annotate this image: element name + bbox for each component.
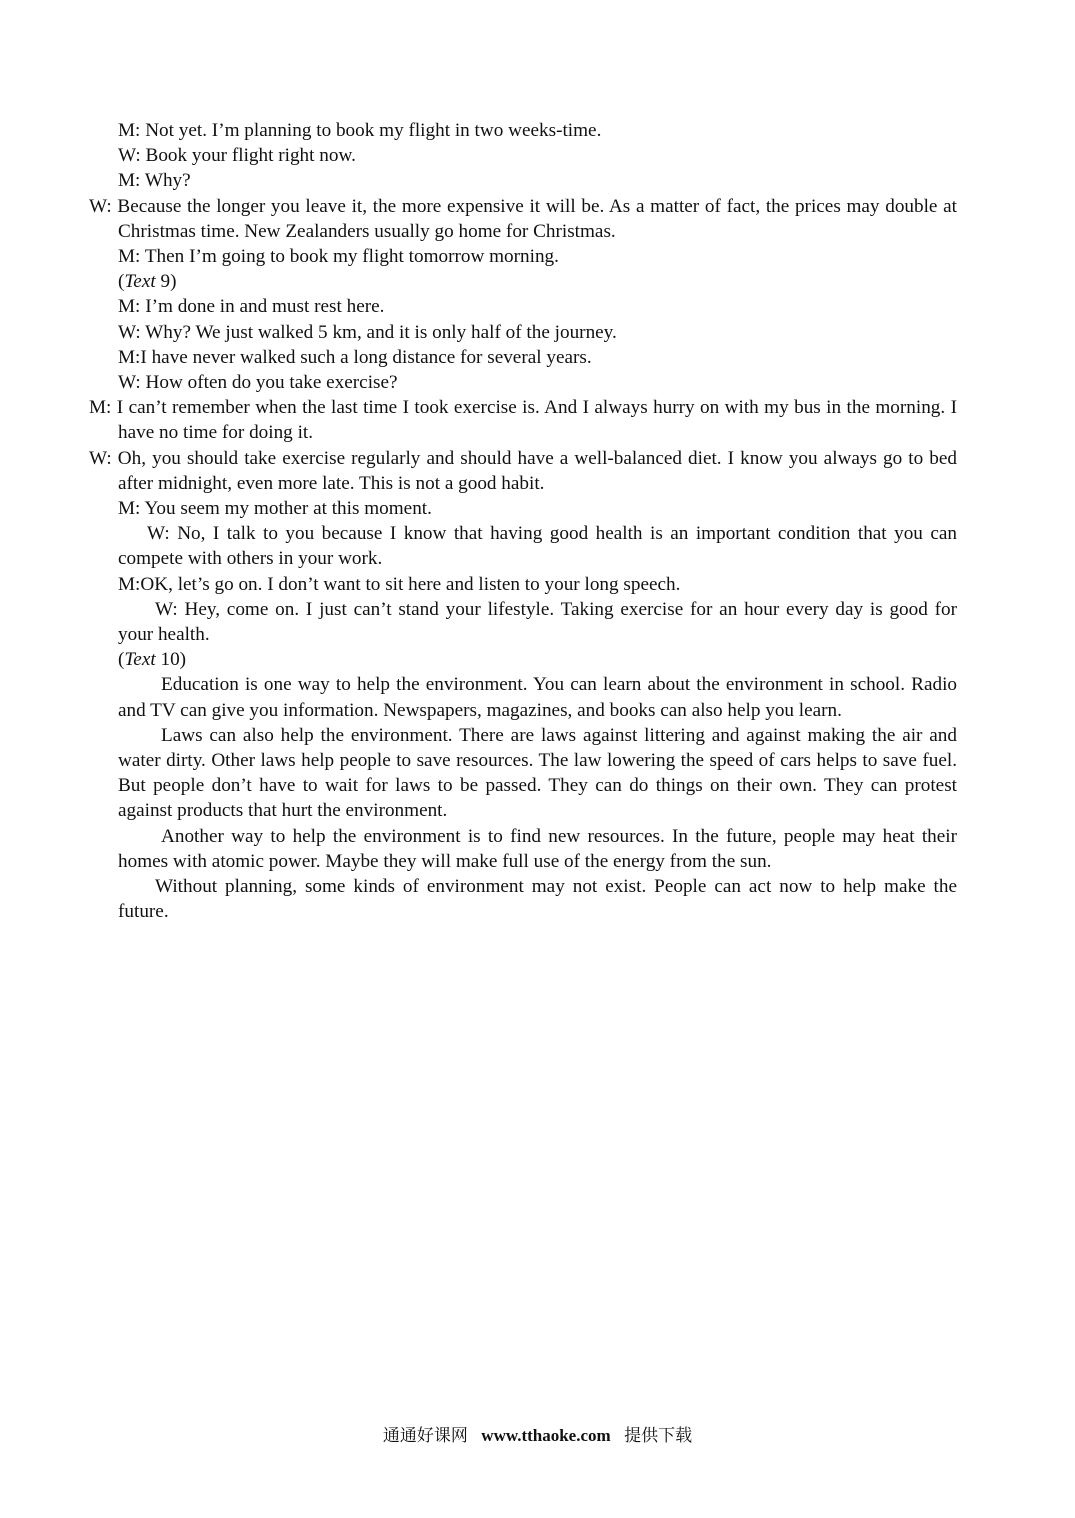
dialogue-line: W: How often do you take exercise? (118, 372, 398, 394)
section-label-number: 9) (155, 271, 177, 293)
footer-url: www.tthaoke.com (481, 1426, 611, 1445)
passage-paragraph: Laws can also help the environment. There are laws against littering and against making the air and water dirty. Other laws help people to save resources. The law lowering the speed of cars helps to save fuel. But people don’t have to wait for laws to be passed. They can do things on their own. They can protest against products that hurt the environment. (118, 724, 957, 822)
dialogue-line: W: Why? We just walked 5 km, and it is only half of the journey. (118, 321, 617, 343)
footer-site-name: 通通好课网 (382, 1426, 468, 1446)
dialogue-line: W: Hey, come on. I just can’t stand your lifestyle. Taking exercise for an hour every day is good for your health. (118, 598, 957, 646)
dialogue-line: W: Oh, you should take exercise regularly and should have a well-balanced diet. I know you always go to bed after midnight, even more late. This is not a good habit. (89, 447, 957, 494)
section-label-word: Text (124, 271, 156, 293)
section-label-word: Text (124, 649, 156, 671)
dialogue-line: M: Why? (118, 170, 191, 192)
footer-download-note: 提供下载 (624, 1426, 693, 1446)
passage-paragraph: Education is one way to help the environment. You can learn about the environment in school. Radio and TV can give you information. Newspapers, magazines, and books can also help you learn. (118, 674, 957, 721)
dialogue-line: M:I have never walked such a long distance for several years. (118, 346, 592, 368)
section-label-number: 10) (155, 649, 187, 671)
dialogue-line: M: I’m done in and must rest here. (118, 296, 385, 318)
dialogue-line: W: Because the longer you leave it, the more expensive it will be. As a matter of fact, the prices may double at Christmas time. New Zealanders usually go home for Christmas. (89, 195, 957, 242)
passage-paragraph: Another way to help the environment is to find new resources. In the future, people may heat their homes with atomic power. Maybe they will make full use of the energy from the sun. (118, 825, 957, 872)
dialogue-line: M: Not yet. I’m planning to book my flight in two weeks-time. (118, 120, 602, 141)
passage-paragraph: Without planning, some kinds of environment may not exist. People can act now to help make the future. (118, 876, 957, 923)
dialogue-line: M:OK, let’s go on. I don’t want to sit here and listen to your long speech. (118, 573, 681, 595)
section-label-text9: (Text 9) (118, 271, 177, 293)
section-label-text10: (Text 10) (118, 649, 187, 671)
dialogue-line: M: I can’t remember when the last time I took exercise is. And I always hurry on with my bus in the morning. I have no time for doing it. (89, 397, 957, 444)
transcript-content (89, 118, 957, 925)
dialogue-line: M: You seem my mother at this moment. (118, 498, 432, 520)
dialogue-line: M: Then I’m going to book my flight tomorrow morning. (118, 246, 559, 268)
page-footer (0, 1421, 1075, 1446)
dialogue-line: W: No, I talk to you because I know that having good health is an important condition that you can compete with others in your work. (118, 523, 957, 570)
dialogue-line: W: Book your flight right now. (118, 145, 356, 167)
